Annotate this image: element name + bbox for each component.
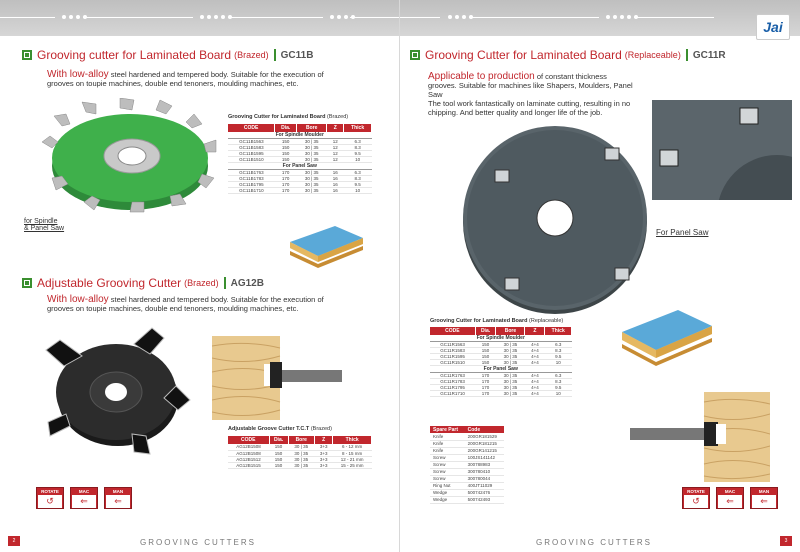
table-cell: GC11R1783 (430, 379, 475, 385)
table-cell: 30 | 35 (288, 450, 314, 456)
column-header: Thick (545, 327, 572, 335)
table-cell: 12 (327, 139, 344, 145)
table-cell: 30 | 35 (297, 170, 327, 176)
table-row (430, 454, 504, 461)
table-cell: 300788983 (465, 461, 504, 468)
intro-text (428, 72, 633, 117)
table-cell: AG12B1508 (228, 444, 269, 450)
section-bullet-icon (22, 50, 32, 60)
table-cell: 16 (327, 182, 344, 188)
table-cell: GC11B1595 (228, 151, 275, 157)
title-divider (686, 49, 688, 61)
table-cell: GC11B1783 (228, 176, 275, 182)
table-cell: 3+3 (315, 444, 333, 450)
table-cell: 170 (475, 385, 496, 391)
group-row (430, 366, 572, 373)
table-cell: 200GR181215 (465, 440, 504, 447)
table-cell: 10 (545, 360, 572, 366)
table-cell: 150 (269, 444, 288, 450)
rotate-icon: ↺ (684, 495, 708, 508)
table-cell: 12 (327, 145, 344, 151)
table-cell: 150 (275, 151, 297, 157)
group-row (228, 163, 372, 170)
table-row (430, 475, 504, 482)
usage-icon-label: ROTATE (41, 489, 59, 494)
table-header-row (228, 124, 372, 132)
table-row (228, 188, 372, 194)
table-cell: 150 (475, 348, 496, 354)
column-header: Z (315, 436, 333, 444)
band-line (400, 17, 440, 18)
table-cell: 150 (269, 450, 288, 456)
usage-icon-man (104, 487, 132, 509)
column-header: Code (465, 426, 504, 433)
band-line (634, 17, 714, 18)
intro-lead: Applicable to production (428, 71, 535, 82)
table-cell: 6.3 (545, 342, 572, 348)
table-cell: 4+4 (525, 348, 545, 354)
band-line (83, 17, 193, 18)
table-cell: 12 (327, 157, 344, 163)
section-title-gc11r (410, 48, 726, 62)
group-label: For Spindle Moulder (228, 132, 372, 139)
table-cell: 8.3 (545, 379, 572, 385)
band-line (228, 17, 323, 18)
table-cell: GC11R1595 (430, 354, 475, 360)
footer-text: GROOVING CUTTERS (140, 538, 257, 547)
intro-text (47, 295, 347, 313)
table-cell: 9.5 (344, 151, 372, 157)
table-cell: 16 (327, 188, 344, 194)
table-cell: Screw (430, 461, 465, 468)
spec-table-gc11b (228, 124, 372, 194)
table-row (228, 450, 372, 456)
table-cell: Ring Nut (430, 482, 465, 489)
groove-diagram-image (630, 392, 770, 482)
table-cell: GC11R1510 (430, 360, 475, 366)
table-cell: 4+4 (525, 342, 545, 348)
usage-icon-rotate (682, 487, 710, 509)
spec-table-gc11r (430, 327, 572, 397)
table-title-text: Grooving Cutter for Laminated Board (430, 318, 528, 324)
column-header: Bore (288, 436, 314, 444)
table-cell: 30 | 35 (496, 348, 525, 354)
table-cell: 4+4 (525, 373, 545, 379)
panel-saw-caption: For Panel Saw (656, 228, 709, 237)
laminate-board-image (618, 304, 714, 368)
table-row (430, 433, 504, 440)
table-cell: 300780410 (465, 468, 504, 475)
table-title (228, 426, 332, 432)
table-cell: 150 (275, 157, 297, 163)
table-row (228, 444, 372, 450)
table-cell: 170 (275, 182, 297, 188)
table-title (430, 318, 563, 324)
section-title-sub: (Brazed) (184, 278, 219, 288)
table-cell: 30 | 35 (496, 385, 525, 391)
column-header: Spare Part (430, 426, 465, 433)
table-cell: 30 | 35 (297, 157, 327, 163)
table-cell: 150 (275, 139, 297, 145)
table-cell: 9.5 (545, 354, 572, 360)
table-cell: 10 (344, 188, 372, 194)
section-title-sub: (Brazed) (234, 50, 269, 60)
intro-rest: steel hardened and tempered body. Suitable for the execution of grooves on toupie machines, double end tenoners, moulding machines, etc. (47, 70, 324, 88)
table-cell: GC11B1510 (228, 157, 275, 163)
table-cell: 30 | 35 (297, 145, 327, 151)
caption-line: for Spindle (24, 218, 58, 225)
table-cell: 30 | 35 (496, 379, 525, 385)
table-cell: GC11R1583 (430, 348, 475, 354)
table-cell: 150 (475, 342, 496, 348)
intro-line2: The tool work fantastically on laminate cutting, resulting in no chipping. And better quality and longer life of the job. (428, 99, 631, 117)
column-header: Bore (297, 124, 327, 132)
table-cell: Knife (430, 433, 465, 440)
footer-text: GROOVING CUTTERS (536, 538, 653, 547)
table-cell: GC11R1795 (430, 385, 475, 391)
table-cell: GC11B1763 (228, 170, 275, 176)
table-cell: 12 (327, 151, 344, 157)
table-cell: Wedge (430, 489, 465, 496)
intro-lead: With low-alloy (47, 294, 109, 305)
footer (0, 532, 400, 552)
table-cell: 10 (545, 391, 572, 397)
table-cell: 4+4 (525, 379, 545, 385)
table-cell: 150 (269, 462, 288, 468)
table-cell: GC11B1583 (228, 145, 275, 151)
table-row (430, 447, 504, 454)
table-cell: 3+3 (315, 462, 333, 468)
table-row (430, 461, 504, 468)
band-line (350, 17, 400, 18)
feed-arrow-icon: ⇐ (106, 495, 130, 508)
spec-table-ag12b (228, 436, 372, 469)
section-bullet-icon (410, 50, 420, 60)
table-cell: 4+4 (525, 354, 545, 360)
column-header: Dia. (475, 327, 496, 335)
table-cell: 170 (275, 188, 297, 194)
column-header: CODE (228, 124, 275, 132)
table-cell: 6.3 (344, 170, 372, 176)
title-divider (224, 277, 226, 289)
table-title-text: Grooving Cutter for Laminated Board (228, 114, 326, 120)
rotate-icon: ↺ (38, 495, 62, 508)
table-cell: 300780044 (465, 475, 504, 482)
column-header: Bore (496, 327, 525, 335)
table-cell: 30 | 35 (496, 391, 525, 397)
table-cell: 16 (327, 176, 344, 182)
feed-arrow-icon: ⇐ (72, 495, 96, 508)
table-cell: 30 | 35 (496, 373, 525, 379)
feed-arrow-icon: ⇐ (752, 495, 776, 508)
usage-icon-label: MAC (78, 489, 90, 494)
table-cell: 200GR181529 (465, 433, 504, 440)
usage-icon-mac (716, 487, 744, 509)
table-row (430, 482, 504, 489)
column-header: Dia. (269, 436, 288, 444)
spare-parts-table (430, 426, 504, 504)
table-cell: AG12B1512 (228, 456, 269, 462)
product-code: GC11R (692, 49, 726, 61)
table-header-row (430, 327, 572, 335)
column-header: Z (327, 124, 344, 132)
table-cell: GC11B1563 (228, 139, 275, 145)
footer (400, 532, 800, 552)
table-cell: 30 | 35 (297, 176, 327, 182)
usage-icon-man (750, 487, 778, 509)
table-cell: Knife (430, 447, 465, 454)
section-title-text: Grooving Cutter for Laminated Board (425, 48, 622, 62)
table-cell: 4+4 (525, 391, 545, 397)
table-cell: 8.3 (344, 176, 372, 182)
usage-icon-rotate (36, 487, 64, 509)
table-cell: 3+3 (315, 450, 333, 456)
band-line (0, 17, 55, 18)
right-page (400, 0, 800, 552)
table-cell: Knife (430, 440, 465, 447)
table-cell: 30 | 35 (297, 151, 327, 157)
green-cutter-image (40, 98, 220, 218)
table-cell: Screw (430, 454, 465, 461)
usage-icon-label: MAC (724, 489, 736, 494)
table-cell: 10 (344, 157, 372, 163)
feed-arrow-icon: ⇐ (718, 495, 742, 508)
table-cell: 30 | 35 (297, 182, 327, 188)
table-row (228, 462, 372, 468)
table-cell: 3+3 (315, 456, 333, 462)
intro-lead: With low-alloy (47, 69, 109, 80)
intro-text (47, 70, 347, 88)
table-cell: 170 (275, 170, 297, 176)
table-title-sub: (Brazed) (310, 426, 332, 432)
section-title-sub: (Replaceable) (624, 50, 681, 60)
table-header-row (430, 426, 504, 433)
table-cell: 30 | 35 (288, 462, 314, 468)
table-cell: 150 (475, 354, 496, 360)
title-divider (274, 49, 276, 61)
table-cell: 12 - 21 mm (333, 456, 372, 462)
table-cell: 170 (475, 391, 496, 397)
table-cell: 150 (269, 456, 288, 462)
table-cell: 9.5 (545, 385, 572, 391)
intro-rest: steel hardened and tempered body. Suitable for the execution of grooves on toupie machines, double end tenoners, moulding machines, etc. (47, 295, 324, 313)
table-cell: AG12B1508 (228, 450, 269, 456)
table-cell: 400JT11029 (465, 482, 504, 489)
table-cell: 170 (475, 379, 496, 385)
table-cell: GC11R1563 (430, 342, 475, 348)
table-cell: 150 (475, 360, 496, 366)
table-row (228, 456, 372, 462)
table-cell: 100JS141142 (465, 454, 504, 461)
top-band (0, 0, 400, 36)
page-number: 2 (8, 536, 20, 546)
section-title-text: Adjustable Grooving Cutter (37, 276, 182, 290)
table-cell: AG12B1515 (228, 462, 269, 468)
top-band (400, 0, 800, 36)
band-line (469, 17, 599, 18)
table-cell: 150 (275, 145, 297, 151)
usage-icon-mac (70, 487, 98, 509)
column-header: Thick (344, 124, 372, 132)
column-header: Z (525, 327, 545, 335)
section-title-text: Grooving cutter for Laminated Board (37, 48, 232, 62)
table-title-text: Adjustable Groove Cutter T.C.T (228, 426, 310, 432)
section-title-ag12b (22, 276, 264, 290)
table-cell: 30 | 35 (496, 360, 525, 366)
groove-diagram-image (212, 336, 342, 420)
table-cell: 9.5 (344, 182, 372, 188)
table-cell: GC11R1710 (430, 391, 475, 397)
table-cell: 16 (327, 170, 344, 176)
table-cell: 200GR141215 (465, 447, 504, 454)
cutter-caption (24, 218, 64, 232)
table-row (430, 440, 504, 447)
page-number: 3 (780, 536, 792, 546)
table-cell: 6 - 12 mm (333, 444, 372, 450)
table-row (430, 391, 572, 397)
table-cell: 8.3 (344, 145, 372, 151)
table-cell: 8.3 (545, 348, 572, 354)
column-header: CODE (228, 436, 269, 444)
column-header: Dia. (275, 124, 297, 132)
usage-icon-label: MAN (758, 489, 770, 494)
brand-logo (756, 14, 790, 40)
table-row (430, 468, 504, 475)
table-cell: 30 | 35 (288, 456, 314, 462)
table-cell: 500742476 (465, 489, 504, 496)
table-cell: Screw (430, 475, 465, 482)
intro-rest: of constant thickness grooves. Suitable for machines like Shapers, Moulders, Panel Saw (428, 72, 633, 99)
usage-icon-label: MAN (112, 489, 124, 494)
table-title-sub: (Replaceable) (529, 318, 564, 324)
section-bullet-icon (22, 278, 32, 288)
table-cell: 170 (275, 176, 297, 182)
table-cell: GC11B1710 (228, 188, 275, 194)
column-header: Thick (333, 436, 372, 444)
table-cell: 6.3 (545, 373, 572, 379)
table-cell: GC11R1763 (430, 373, 475, 379)
table-cell: 170 (475, 373, 496, 379)
table-cell: 30 | 35 (288, 444, 314, 450)
table-title (228, 114, 348, 120)
table-cell: 6.3 (344, 139, 372, 145)
table-cell: 30 | 35 (496, 354, 525, 360)
usage-icons (682, 487, 778, 509)
table-cell: 8 - 15 mm (333, 450, 372, 456)
group-label: For Panel Saw (228, 163, 372, 170)
black-cutter-image (42, 326, 192, 456)
table-cell: Screw (430, 468, 465, 475)
table-cell: 30 | 35 (496, 342, 525, 348)
group-label: For Panel Saw (430, 366, 572, 373)
laminate-board-image (285, 222, 365, 268)
table-cell: 4+4 (525, 385, 545, 391)
table-cell: 500742493 (465, 496, 504, 503)
usage-icon-label: ROTATE (687, 489, 705, 494)
table-row (430, 496, 504, 503)
table-cell: GC11B1795 (228, 182, 275, 188)
table-cell: 30 | 35 (297, 139, 327, 145)
table-header-row (228, 436, 372, 444)
table-cell: 4+4 (525, 360, 545, 366)
product-code: GC11B (280, 49, 314, 61)
table-cell: Wedge (430, 496, 465, 503)
section-title-gc11b (22, 48, 313, 62)
brand-text: Jai (763, 19, 783, 35)
table-row (430, 489, 504, 496)
table-title-sub: (Brazed) (327, 114, 349, 120)
product-code: AG12B (230, 277, 264, 289)
group-label: For Spindle Moulder (430, 335, 572, 342)
usage-icons (36, 487, 132, 509)
table-cell: 30 | 35 (297, 188, 327, 194)
table-cell: 15 - 25 mm (333, 462, 372, 468)
column-header: CODE (430, 327, 475, 335)
caption-line: & Panel Saw (24, 225, 65, 232)
cutter-closeup-image (652, 100, 792, 200)
